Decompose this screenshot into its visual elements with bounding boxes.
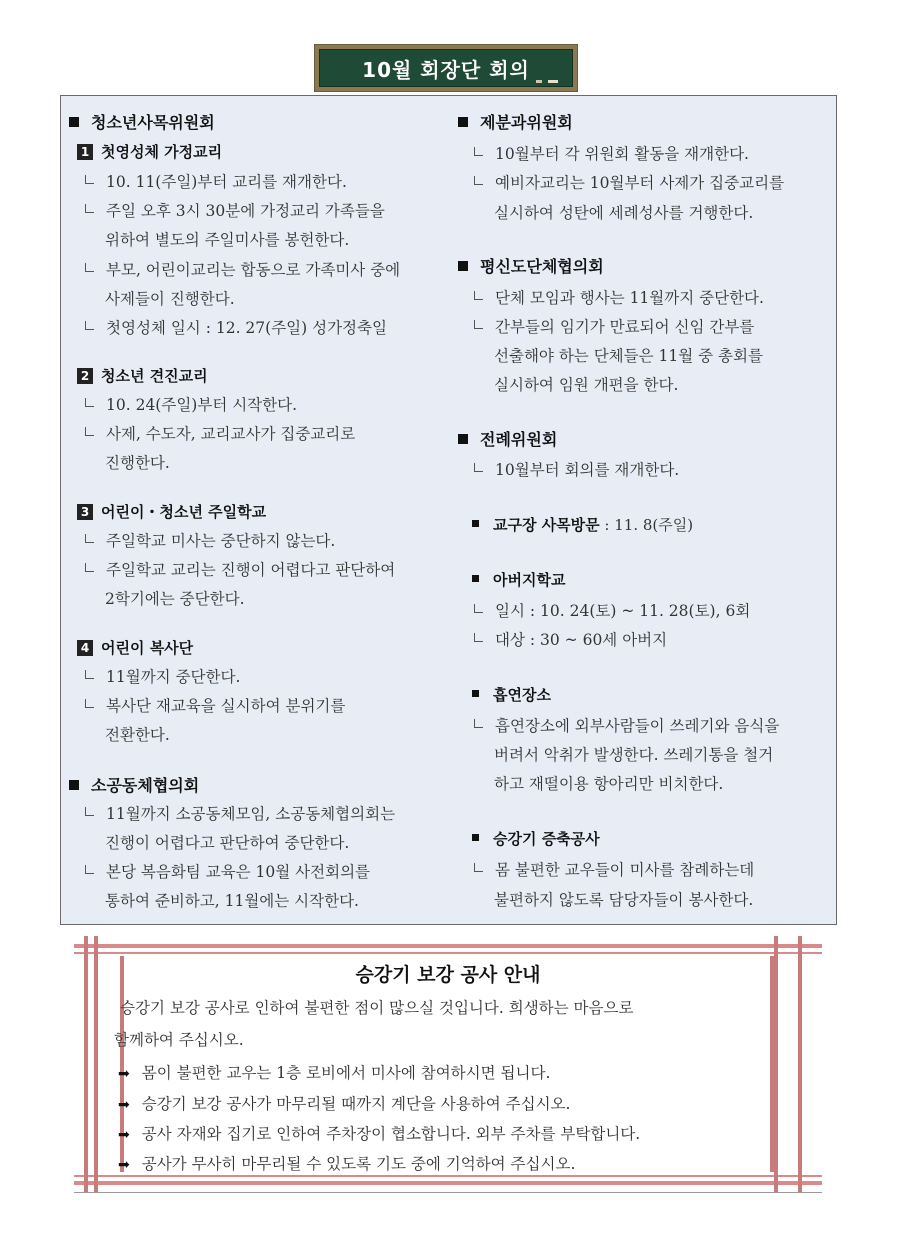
list-item-continued: 선출해야 하는 단체들은 11월 중 총회를 xyxy=(494,347,763,365)
section-heading-bishop-visit: 교구장 사목방문 : 11. 8(주일) xyxy=(472,514,693,535)
corner-bullet-icon xyxy=(474,863,483,872)
list-item: 사제, 수도자, 교리교사가 집중교리로 xyxy=(85,424,355,444)
subheading-altar-servers: 4 어린이 복사단 xyxy=(77,637,193,658)
corner-bullet-icon xyxy=(474,320,483,329)
list-item: 단체 모임과 행사는 11월까지 중단한다. xyxy=(474,288,764,308)
page-title: 10월 회장단 회의 xyxy=(362,57,530,82)
small-square-bullet-icon xyxy=(472,834,479,841)
chalkboard-surface xyxy=(319,49,573,87)
notice-item: ➡ 공사가 무사히 마무리될 수 있도록 기도 중에 기억하여 주십시오. xyxy=(118,1155,576,1173)
corner-bullet-icon xyxy=(85,670,94,679)
chalk-icon xyxy=(548,80,558,83)
notice-item: ➡ 승강기 보강 공사가 마무리될 때까지 계단을 사용하여 주십시오. xyxy=(118,1095,571,1113)
square-bullet-icon xyxy=(458,117,468,127)
list-item: 간부들의 임기가 만료되어 신임 간부를 xyxy=(474,317,754,337)
elevator-notice-box xyxy=(74,936,822,1192)
subheading-sunday-school: 3 어린이・청소년 주일학교 xyxy=(77,501,266,522)
number-badge: 2 xyxy=(77,368,93,384)
square-bullet-icon xyxy=(69,780,79,790)
corner-bullet-icon xyxy=(85,699,94,708)
corner-bullet-icon xyxy=(85,427,94,436)
list-item: 본당 복음화팀 교육은 10월 사전회의를 xyxy=(85,862,370,882)
bishop-visit-date: : 11. 8(주일) xyxy=(599,516,694,534)
corner-bullet-icon xyxy=(474,291,483,300)
list-item-continued: 실시하여 임원 개편을 한다. xyxy=(494,376,679,394)
number-badge: 3 xyxy=(77,504,93,520)
corner-bullet-icon xyxy=(474,633,483,642)
frame-rail xyxy=(74,952,822,954)
corner-bullet-icon xyxy=(474,176,483,185)
corner-bullet-icon xyxy=(85,175,94,184)
frame-rail xyxy=(74,944,822,948)
corner-bullet-icon xyxy=(85,263,94,272)
corner-bullet-icon xyxy=(85,321,94,330)
bottom-divider xyxy=(74,1192,822,1193)
corner-bullet-icon xyxy=(85,563,94,572)
list-item: 일시 : 10. 24(토) ~ 11. 28(토), 6회 xyxy=(474,601,750,621)
list-item-continued: 진행한다. xyxy=(105,454,170,472)
list-item-continued: 버려서 악취가 발생한다. 쓰레기통을 철거 xyxy=(494,746,774,764)
notice-item: ➡ 몸이 불편한 교우는 1층 로비에서 미사에 참여하시면 됩니다. xyxy=(118,1064,551,1082)
arrow-right-icon: ➡ xyxy=(118,1157,130,1173)
chalk-icon xyxy=(536,80,542,83)
list-item: 주일학교 미사는 중단하지 않는다. xyxy=(85,531,335,551)
list-item: 몸 불편한 교우들이 미사를 참례하는데 xyxy=(474,860,754,880)
notice-item: ➡ 공사 자재와 집기로 인하여 주차장이 협소합니다. 외부 주차를 부탁합니다. xyxy=(118,1125,641,1143)
notice-intro-continued: 함께하여 주십시오. xyxy=(114,1031,244,1049)
list-item-continued: 하고 재떨이용 항아리만 비치한다. xyxy=(494,775,724,793)
list-item: 흡연장소에 외부사람들이 쓰레기와 음식을 xyxy=(474,716,779,736)
list-item: 주일 오후 3시 30분에 가정교리 가족들을 xyxy=(85,201,385,221)
number-badge: 4 xyxy=(77,640,93,656)
list-item: 복사단 재교육을 실시하여 분위기를 xyxy=(85,696,345,716)
small-square-bullet-icon xyxy=(472,690,479,697)
list-item-continued: 사제들이 진행한다. xyxy=(105,290,235,308)
list-item-continued: 위하여 별도의 주일미사를 봉헌한다. xyxy=(105,231,350,249)
notice-title: 승강기 보강 공사 안내 xyxy=(355,964,541,986)
corner-bullet-icon xyxy=(85,204,94,213)
arrow-right-icon: ➡ xyxy=(118,1097,130,1113)
section-heading-smoking-area: 흡연장소 xyxy=(472,684,551,705)
list-item: 10. 24(주일)부터 시작한다. xyxy=(85,395,297,415)
small-square-bullet-icon xyxy=(472,575,479,582)
section-heading-elevator: 승강기 증축공사 xyxy=(472,828,600,849)
square-bullet-icon xyxy=(69,117,79,127)
list-item-continued: 전환한다. xyxy=(105,726,170,744)
list-item: 11월까지 소공동체모임, 소공동체협의회는 xyxy=(85,804,395,824)
corner-bullet-icon xyxy=(474,719,483,728)
list-item: 예비자교리는 10월부터 사제가 집중교리를 xyxy=(474,173,784,193)
arrow-right-icon: ➡ xyxy=(118,1066,130,1082)
notice-intro: 승강기 보강 공사로 인하여 불편한 점이 많으실 것입니다. 희생하는 마음으로 xyxy=(120,999,634,1017)
list-item: 대상 : 30 ~ 60세 아버지 xyxy=(474,630,667,650)
section-heading-committees: 제분과위원회 xyxy=(458,110,573,133)
frame-rail xyxy=(74,1175,822,1177)
arrow-right-icon: ➡ xyxy=(118,1127,130,1143)
section-heading-liturgy: 전례위원회 xyxy=(458,427,557,450)
list-item: 11월까지 중단한다. xyxy=(85,667,240,687)
list-item-continued: 통하여 준비하고, 11월에는 시작한다. xyxy=(105,892,359,910)
square-bullet-icon xyxy=(458,434,468,444)
section-heading-father-school: 아버지학교 xyxy=(472,569,565,590)
title-chalkboard xyxy=(314,44,578,92)
list-item: 주일학교 교리는 진행이 어렵다고 판단하여 xyxy=(85,560,395,580)
list-item-continued: 진행이 어렵다고 판단하여 중단한다. xyxy=(105,834,350,852)
list-item: 부모, 어린이교리는 합동으로 가족미사 중에 xyxy=(85,260,400,280)
list-item-continued: 불편하지 않도록 담당자들이 봉사한다. xyxy=(494,891,754,909)
section-heading-small-community: 소공동체협의회 xyxy=(69,773,199,796)
list-item: 10월부터 회의를 재개한다. xyxy=(474,460,679,480)
corner-bullet-icon xyxy=(474,604,483,613)
list-item-continued: 실시하여 성탄에 세례성사를 거행한다. xyxy=(494,204,754,222)
section-heading-laity: 평신도단체협의회 xyxy=(458,254,604,277)
small-square-bullet-icon xyxy=(472,520,479,527)
list-item-continued: 2학기에는 중단한다. xyxy=(105,590,245,608)
list-item: 10. 11(주일)부터 교리를 재개한다. xyxy=(85,172,347,192)
subheading-confirmation: 2 청소년 견진교리 xyxy=(77,365,208,386)
frame-rail xyxy=(74,1181,822,1185)
corner-bullet-icon xyxy=(85,534,94,543)
corner-bullet-icon xyxy=(474,147,483,156)
corner-bullet-icon xyxy=(85,398,94,407)
section-heading-youth: 청소년사목위원회 xyxy=(69,110,215,133)
list-item: 첫영성체 일시 : 12. 27(주일) 성가정축일 xyxy=(85,318,387,338)
corner-bullet-icon xyxy=(474,463,483,472)
corner-bullet-icon xyxy=(85,865,94,874)
number-badge: 1 xyxy=(77,144,93,160)
subheading-first-communion: 1 첫영성체 가정교리 xyxy=(77,141,222,162)
list-item: 10월부터 각 위원회 활동을 재개한다. xyxy=(474,144,749,164)
square-bullet-icon xyxy=(458,261,468,271)
minutes-panel xyxy=(60,95,837,925)
corner-bullet-icon xyxy=(85,807,94,816)
